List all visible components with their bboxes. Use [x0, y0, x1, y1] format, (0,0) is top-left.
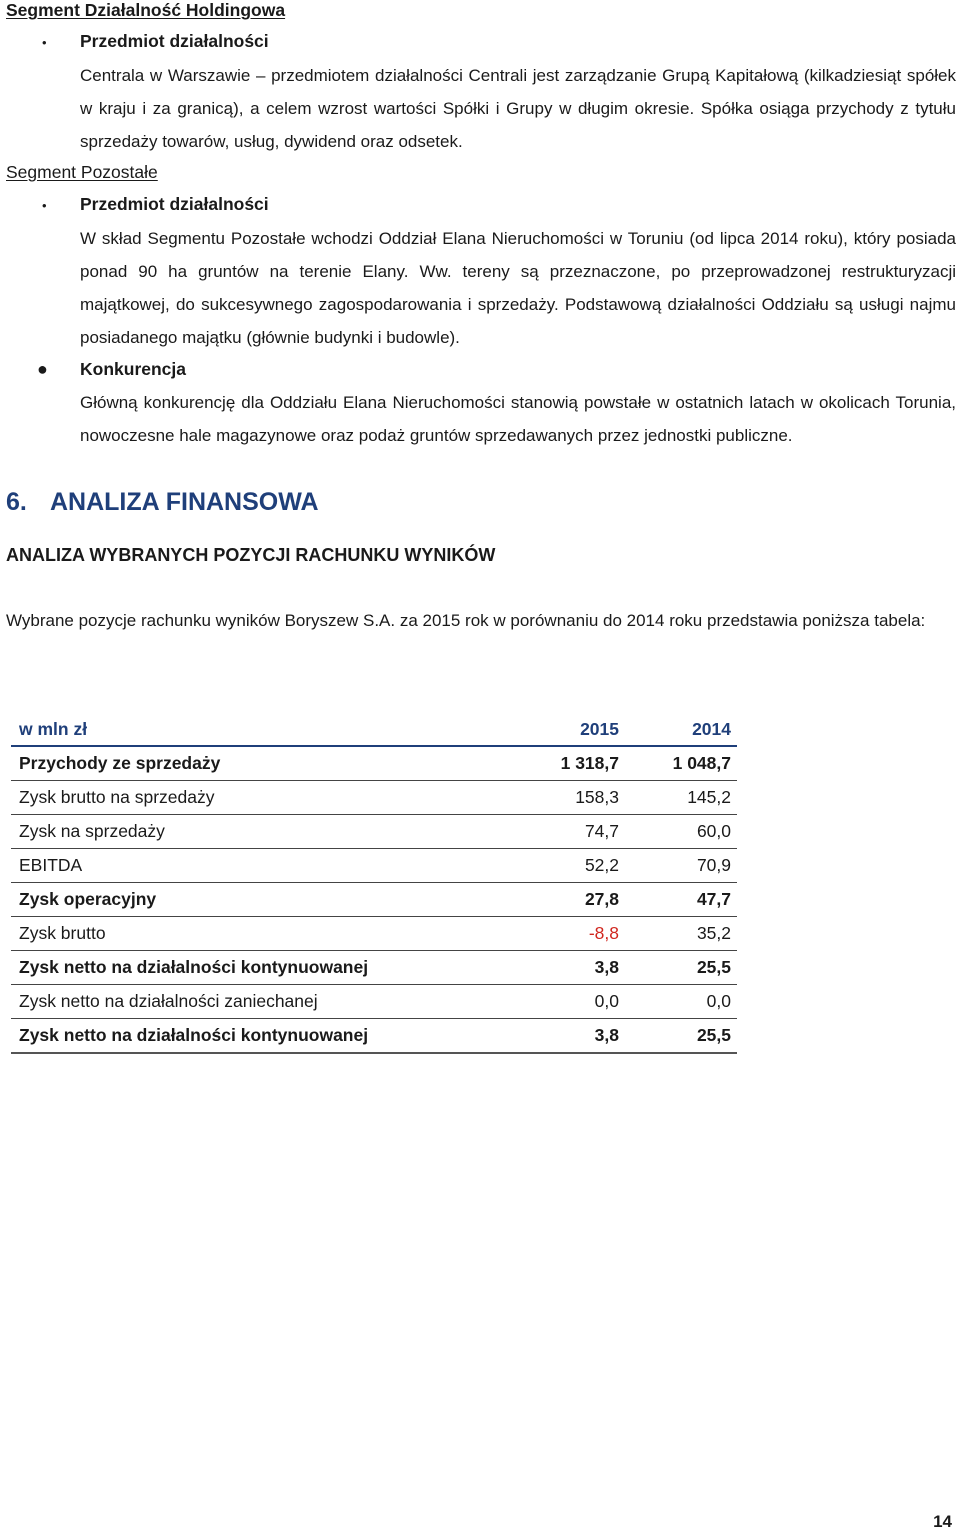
table-row [11, 781, 737, 815]
row-label: Zysk netto na działalności kontynuowanej [19, 1025, 369, 1045]
other-subject-paragraph: W skład Segmentu Pozostałe wchodzi Oddział Elana Nieruchomości w Toruniu (od lipca 2014 roku), który posiada ponad 90 ha gruntów na terenie Elany. Ww. tereny są przeznaczone, po przeprowadzonej restrukturyzacji majątkowej, do sukcesywnego zagospodarowania i sprzedaży. Podstawową działalności Oddziału są usługi najmu posiadanego majątku (głównie budynki i budowle). [80, 229, 956, 347]
header-year-2015: 2015 [580, 719, 619, 739]
bullet-item-other-subject [0, 194, 960, 220]
value-2014: 60,0 [696, 821, 731, 841]
value-2015: 158,3 [575, 787, 619, 807]
intro-paragraph: Wybrane pozycje rachunku wyników Boryszew S.A. za 2015 rok w porównaniu do 2014 roku przedstawia poniższa tabela: [6, 611, 926, 630]
bullet-heading: Konkurencja [80, 359, 186, 379]
financial-table [11, 702, 737, 1054]
value-2014: 145,2 [687, 787, 731, 807]
value-2015: 3,8 [594, 957, 619, 977]
value-2015: 1 318,7 [560, 753, 619, 773]
segment-other-title: Segment Pozostałe [6, 162, 158, 182]
value-2014: 25,5 [696, 957, 731, 977]
value-2015: 52,2 [584, 855, 619, 875]
row-label: Zysk netto na działalności kontynuowanej [19, 957, 369, 977]
page-number: 14 [933, 1512, 952, 1531]
row-label: Zysk na sprzedaży [19, 821, 165, 841]
table-row [11, 985, 737, 1019]
value-2014: 47,7 [696, 889, 731, 909]
holding-paragraph: Centrala w Warszawie – przedmiotem działalności Centrali jest zarządzanie Grupą Kapitałową (kilkadziesiąt spółek w kraju i za granicą), a celem wzrost wartości Spółki i Grupy w długim okresie. Spółka osiąga przychody z tytułu sprzedaży towarów, usług, dywidend oraz odsetek. [80, 66, 956, 151]
header-year-2014: 2014 [692, 719, 731, 739]
value-2015: 0,0 [594, 991, 619, 1011]
value-2015: 27,8 [584, 889, 619, 909]
bullet-heading: Przedmiot działalności [80, 31, 269, 51]
table-row [11, 883, 737, 917]
section-number: 6. [6, 488, 27, 516]
table-header-row [11, 702, 737, 746]
row-label: EBITDA [19, 855, 83, 875]
value-2014: 70,9 [696, 855, 731, 875]
bullet-icon: • [42, 35, 47, 50]
table-row [11, 815, 737, 849]
value-2014: 35,2 [696, 923, 731, 943]
bullet-item-holding-subject [0, 31, 960, 57]
section-heading: ANALIZA FINANSOWA [50, 488, 319, 516]
row-label: Zysk operacyjny [19, 889, 157, 909]
bullet-icon: • [42, 198, 47, 213]
bullet-item-other-competition [0, 359, 960, 385]
value-2015: 3,8 [594, 1025, 619, 1045]
table-row [11, 951, 737, 985]
value-2014: 25,5 [696, 1025, 731, 1045]
value-2014: 0,0 [706, 991, 731, 1011]
row-label: Przychody ze sprzedaży [19, 753, 221, 773]
row-label: Zysk netto na działalności zaniechanej [19, 991, 318, 1011]
segment-holding-title: Segment Działalność Holdingowa [6, 0, 286, 20]
row-label: Zysk brutto na sprzedaży [19, 787, 215, 807]
table-row [11, 849, 737, 883]
row-label: Zysk brutto [19, 923, 106, 943]
table-row [11, 1019, 737, 1054]
subsection-title: ANALIZA WYBRANYCH POZYCJI RACHUNKU WYNIKÓW [6, 545, 496, 565]
table-row [11, 917, 737, 951]
section-title [6, 488, 319, 517]
bullet-icon: ● [37, 359, 48, 379]
table-row [11, 746, 737, 781]
value-2015-negative: -8,8 [588, 923, 619, 943]
bullet-heading: Przedmiot działalności [80, 194, 269, 214]
header-unit: w mln zł [19, 719, 88, 739]
value-2014: 1 048,7 [672, 753, 731, 773]
other-competition-paragraph: Główną konkurencję dla Oddziału Elana Nieruchomości stanowią powstałe w ostatnich latach w okolicach Torunia, nowoczesne hale magazynowe oraz podaż gruntów sprzedawanych przez jednostki publiczne. [80, 393, 956, 445]
value-2015: 74,7 [584, 821, 619, 841]
